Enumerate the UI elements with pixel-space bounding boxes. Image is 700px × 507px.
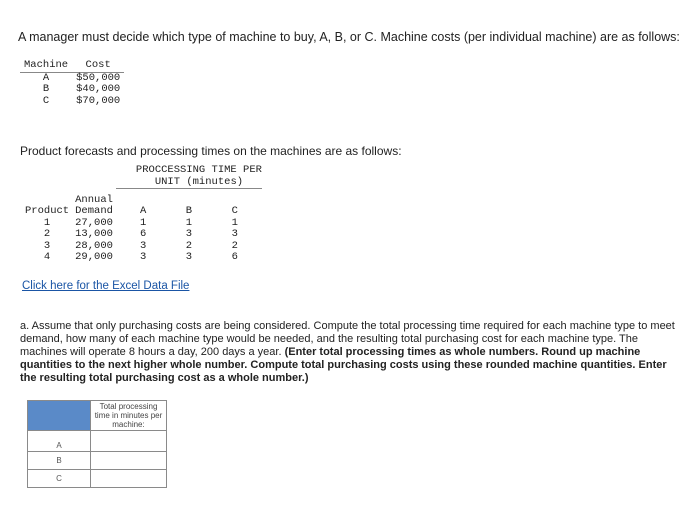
intro-text: A manager must decide which type of machine to buy, A, B, or C. Machine costs (per individual machine) are as follows: <box>18 30 680 44</box>
row-label-a: A <box>28 431 91 452</box>
demand: 29,000 <box>75 251 113 263</box>
group-header-line1: PROCCESSING TIME PER <box>135 164 262 176</box>
cost-machine: B <box>42 83 50 95</box>
time-c: 2 <box>231 239 238 252</box>
product: 4 <box>43 251 51 263</box>
machine-cost-table <box>20 60 124 107</box>
product: 3 <box>43 239 51 252</box>
demand: 27,000 <box>75 216 113 229</box>
col-machine-b: B <box>185 205 193 217</box>
time-b: 1 <box>185 216 193 229</box>
group-header-line2: UNIT (minutes) <box>154 175 244 188</box>
processing-time-table <box>22 165 262 264</box>
col-machine-c: C <box>231 205 238 217</box>
time-c: 6 <box>231 251 238 263</box>
cost-value: $40,000 <box>76 83 121 95</box>
cost-value: $50,000 <box>76 71 121 84</box>
total-time-input-c[interactable] <box>91 470 167 488</box>
product: 1 <box>43 216 51 229</box>
cost-machine: C <box>42 94 50 107</box>
col-machine-a: A <box>139 205 147 217</box>
total-time-input-a[interactable] <box>91 431 167 452</box>
demand: 13,000 <box>75 228 113 240</box>
cost-value: $70,000 <box>76 94 121 107</box>
time-b: 2 <box>185 239 193 252</box>
cost-machine: A <box>42 71 50 84</box>
row-label-b: B <box>28 452 91 470</box>
time-c: 1 <box>231 216 238 229</box>
product: 2 <box>43 228 51 240</box>
answer-header-blank <box>28 401 91 431</box>
time-a: 3 <box>139 251 147 263</box>
group-header <box>116 165 262 189</box>
col-annual: Annual <box>75 193 113 206</box>
question-bold: (Enter total processing times as whole numbers. Round up machine quantities to the next higher whole number. Compute total purchasing costs using these rounded machine quantities. Enter the resulting total purchasing cost as a whole number.) <box>20 346 667 384</box>
header-machine: Machine <box>20 60 72 72</box>
col-product: Product <box>25 205 70 217</box>
row-label-c: C <box>28 470 91 488</box>
time-a: 3 <box>139 239 147 252</box>
question-normal: a. Assume that only purchasing costs are being considered. Compute the total processing time required for each machine type to meet demand, how many of each machine type would be needed, and the resulting total purchasing cost for each machine type. The machines will operate 8 hours a day, 200 days a year. <box>20 320 675 358</box>
demand: 28,000 <box>75 239 113 252</box>
col-demand: Demand <box>75 205 113 217</box>
question-text <box>20 320 680 385</box>
answer-table <box>27 400 167 488</box>
section-text: Product forecasts and processing times on the machines are as follows: <box>20 144 402 158</box>
time-a: 6 <box>139 228 147 240</box>
total-time-input-b[interactable] <box>91 452 167 470</box>
excel-data-link[interactable]: Click here for the Excel Data File <box>22 280 190 292</box>
time-c: 3 <box>231 228 238 240</box>
time-a: 1 <box>139 216 147 229</box>
time-b: 3 <box>185 228 193 240</box>
header-cost: Cost <box>72 60 124 72</box>
time-b: 3 <box>185 251 193 263</box>
answer-header: Total processing time in minutes per machine: <box>91 401 167 431</box>
